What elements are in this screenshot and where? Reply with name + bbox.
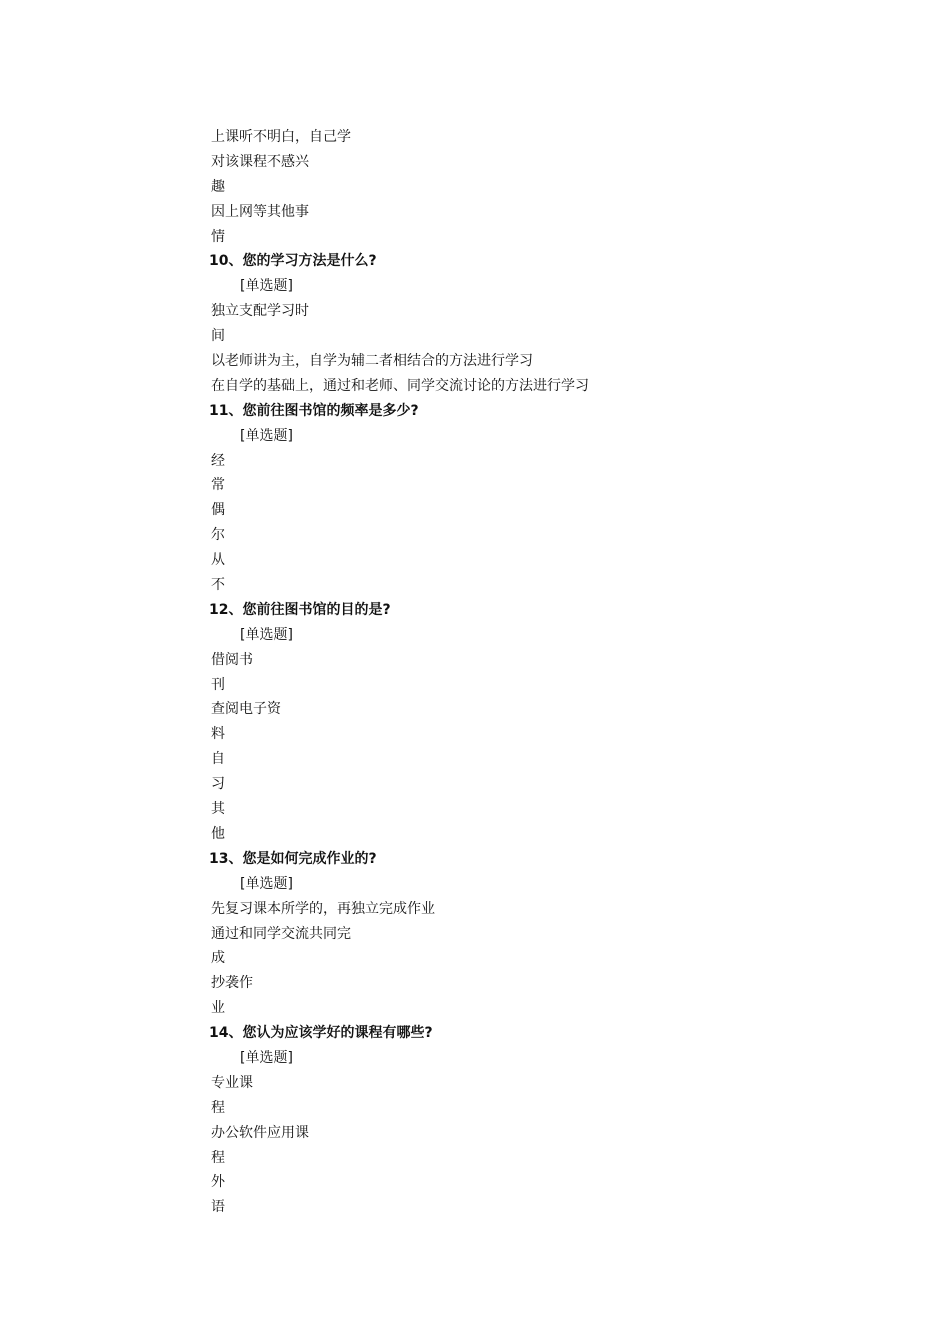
option-text: 专业课	[211, 1074, 253, 1091]
option-text: 情	[211, 228, 225, 245]
survey-content	[211, 125, 831, 1220]
option-text: 经	[211, 452, 225, 469]
question-title: 13、您是如何完成作业的?	[209, 850, 377, 867]
question-type-label: [单选题]	[240, 1049, 293, 1066]
option-text: 自	[211, 751, 225, 768]
option-text: 料	[211, 726, 225, 743]
question-10	[211, 249, 831, 398]
option-text: 抄袭作	[211, 975, 253, 992]
option-text: 尔	[211, 527, 225, 544]
question-title: 10、您的学习方法是什么?	[209, 253, 377, 270]
question-type-label: [单选题]	[240, 278, 293, 295]
option-text: 从	[211, 552, 225, 569]
option-text: 因上网等其他事	[211, 203, 309, 220]
option-text: 借阅书	[211, 651, 253, 668]
option-text: 通过和同学交流共同完	[211, 925, 351, 942]
option-text: 办公软件应用课	[211, 1124, 309, 1141]
option-text: 其	[211, 801, 225, 818]
question-14	[211, 1021, 831, 1220]
option-text: 业	[211, 1000, 225, 1017]
option-text: 成	[211, 950, 225, 967]
option-text: 不	[211, 577, 225, 594]
question-9-options	[211, 125, 831, 249]
option-text: 独立支配学习时	[211, 303, 309, 320]
question-11	[211, 399, 831, 598]
question-type-label: [单选题]	[240, 626, 293, 643]
option-text: 间	[211, 328, 225, 345]
option-text: 对该课程不感兴	[211, 153, 309, 170]
option-text: 常	[211, 477, 225, 494]
option-text: 上课听不明白，自己学	[211, 129, 351, 145]
question-13	[211, 847, 831, 1021]
option-text: 外	[211, 1174, 225, 1191]
option-text: 趣	[211, 178, 225, 195]
option-text: 在自学的基础上，通过和老师、同学交流讨论的方法进行学习	[211, 377, 589, 394]
question-type-label: [单选题]	[240, 875, 293, 892]
option-text: 偶	[211, 502, 225, 519]
option-text: 程	[211, 1099, 225, 1116]
option-text: 查阅电子资	[211, 701, 281, 718]
option-text: 程	[211, 1149, 225, 1166]
option-text: 习	[211, 776, 225, 793]
question-type-label: [单选题]	[240, 427, 293, 444]
question-title: 11、您前往图书馆的频率是多少?	[209, 402, 419, 419]
question-12	[211, 598, 831, 847]
option-text: 以老师讲为主，自学为辅二者相结合的方法进行学习	[211, 353, 533, 370]
option-text: 他	[211, 825, 225, 842]
option-text: 先复习课本所学的，再独立完成作业	[211, 900, 435, 917]
option-text: 语	[211, 1199, 225, 1216]
option-text: 刊	[211, 676, 225, 693]
question-title: 12、您前往图书馆的目的是?	[209, 601, 391, 618]
question-title: 14、您认为应该学好的课程有哪些?	[209, 1025, 433, 1042]
